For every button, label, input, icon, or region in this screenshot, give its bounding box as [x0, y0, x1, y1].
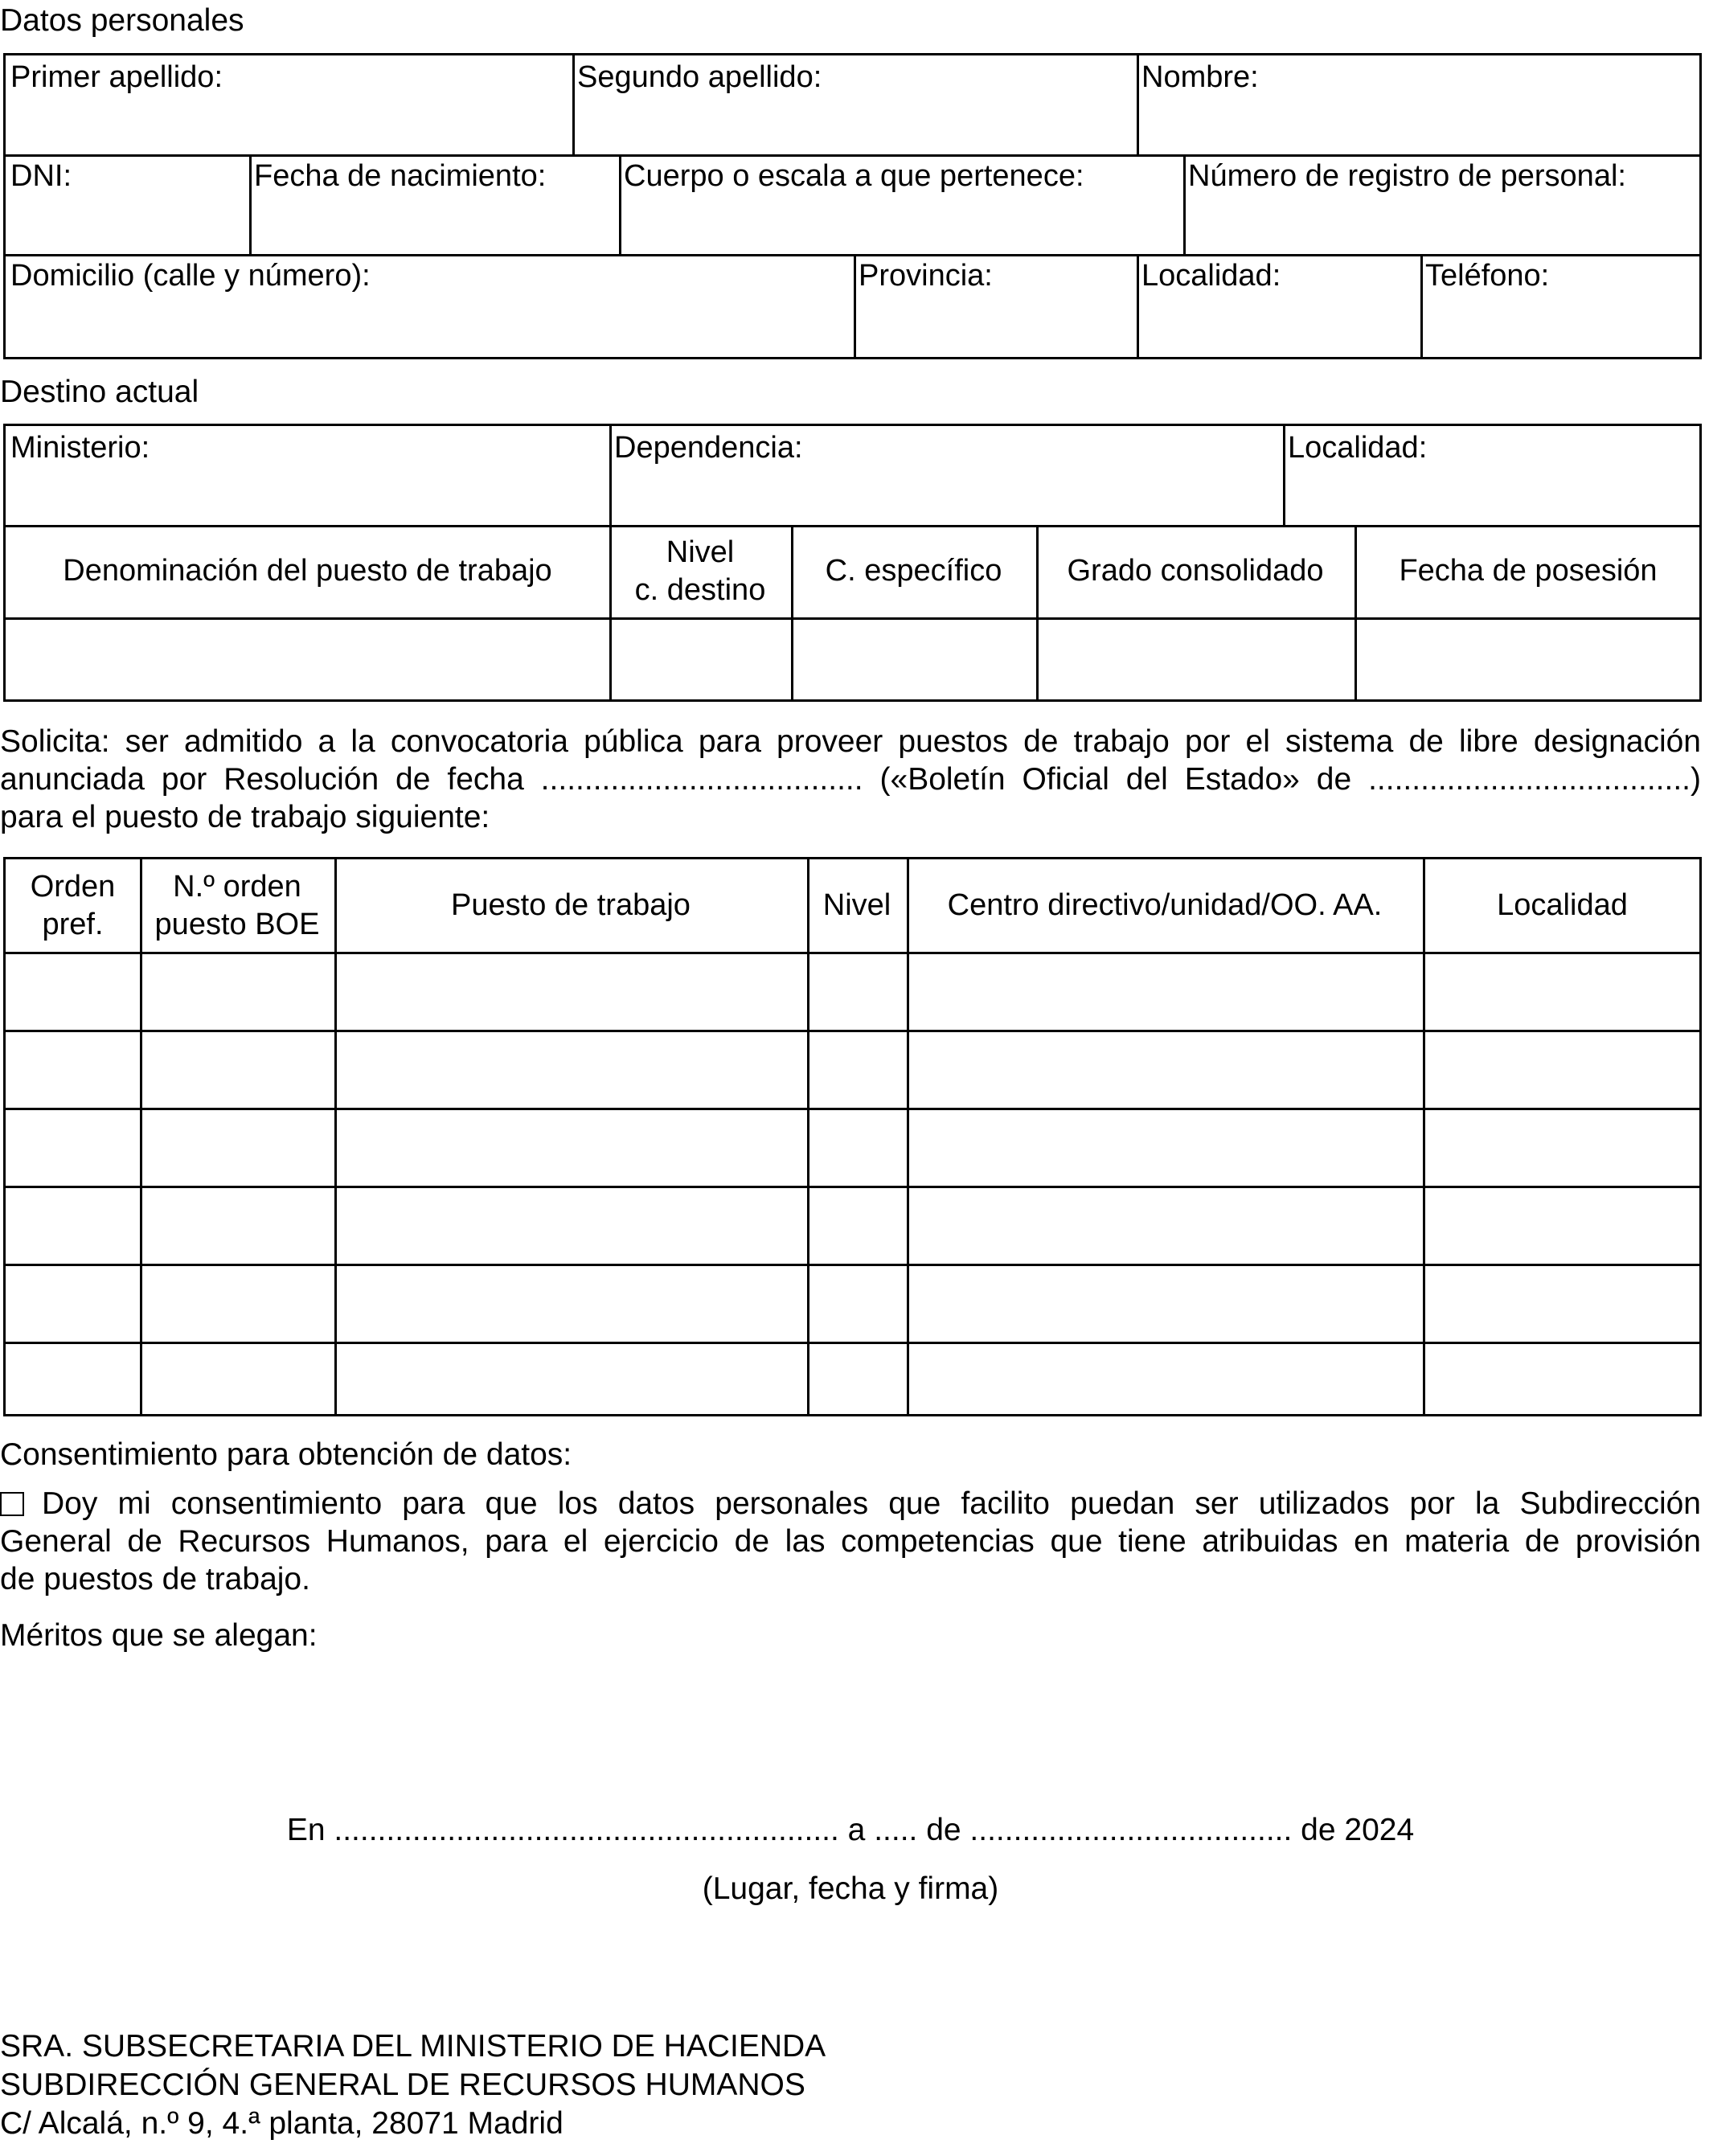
address-line-3: C/ Alcalá, n.º 9, 4.ª planta, 28071 Madrid	[0, 2106, 564, 2141]
puesto-row-6-nivel-cell[interactable]	[807, 1342, 909, 1416]
puesto-row-3-orden-pref-cell[interactable]	[6, 1108, 142, 1188]
puesto-row-1-orden-pref-cell[interactable]	[6, 952, 142, 1032]
solicita-line-3: para el puesto de trabajo siguiente:	[0, 800, 490, 834]
puestos-table	[3, 857, 1702, 1416]
header-fecha-posesion-text: Fecha de posesión	[1399, 554, 1658, 588]
puesto-row-6-puesto-trabajo-cell[interactable]	[334, 1342, 809, 1416]
cuerpo-escala-field[interactable]	[619, 154, 1186, 256]
address-line-1: SRA. SUBSECRETARIA DEL MINISTERIO DE HACIENDA	[0, 2029, 826, 2064]
solicita-line-1: Solicita: ser admitido a la convocatoria pública para proveer puestos de trabajo por el sistema de libre designación	[0, 724, 1701, 759]
nombre-field[interactable]	[1137, 55, 1702, 157]
puesto-row-1-localidad-cell[interactable]	[1423, 952, 1702, 1032]
primer-apellido-field[interactable]	[6, 55, 575, 157]
provincia-label: Provincia:	[859, 259, 993, 293]
puesto-row-6-centro-directivo-cell[interactable]	[907, 1342, 1425, 1416]
col-puesto-text: Puesto de trabajo	[451, 888, 691, 923]
puesto-row-3-centro-directivo-cell[interactable]	[907, 1108, 1425, 1188]
col-puesto-trabajo	[334, 859, 809, 954]
header-nivel-destino	[609, 525, 793, 620]
header-grado	[1036, 525, 1357, 620]
puesto-row-3-nivel-cell[interactable]	[807, 1108, 909, 1188]
consent-line-2: General de Recursos Humanos, para el ejercicio de las competencias que tiene atribuidas en materia de provisión	[0, 1524, 1701, 1559]
consent-line-1-text: Doy mi consentimiento para que los datos personales que facilito puedan ser utilizados por la Subdirección	[42, 1486, 1701, 1521]
header-fecha-posesion	[1354, 525, 1702, 620]
personal-section-title: Datos personales	[0, 3, 244, 38]
header-especifico	[791, 525, 1039, 620]
puesto-row-5-orden-pref-cell[interactable]	[6, 1264, 142, 1344]
meritos-title: Méritos que se alegan:	[0, 1618, 318, 1653]
segundo-apellido-field[interactable]	[572, 55, 1139, 157]
header-nivel-line2: c. destino	[634, 572, 766, 607]
consent-paragraph	[0, 1485, 1701, 1598]
puesto-row-5-localidad-cell[interactable]	[1423, 1264, 1702, 1344]
destino-section-title: Destino actual	[0, 375, 199, 409]
header-grado-text: Grado consolidado	[1067, 554, 1324, 588]
dependencia-label: Dependencia:	[614, 431, 803, 465]
puesto-row-3-num-orden-boe-cell[interactable]	[140, 1108, 337, 1188]
destino-localidad-field[interactable]	[1283, 426, 1702, 527]
ministerio-field[interactable]	[6, 426, 612, 527]
ministerio-label: Ministerio:	[10, 431, 150, 465]
header-nivel-line1: Nivel	[666, 535, 735, 570]
consent-line-1	[0, 1485, 1701, 1523]
nombre-label: Nombre:	[1141, 60, 1259, 94]
puesto-row-1-puesto-trabajo-cell[interactable]	[334, 952, 809, 1032]
col-num-line1: N.º orden	[173, 870, 301, 904]
consent-title: Consentimiento para obtención de datos:	[0, 1437, 572, 1472]
dni-label: DNI:	[10, 159, 72, 193]
numero-registro-label: Número de registro de personal:	[1188, 159, 1626, 193]
puesto-row-5-num-orden-boe-cell[interactable]	[140, 1264, 337, 1344]
fecha-posesion-input[interactable]	[1354, 617, 1702, 699]
col-num-orden-boe	[140, 859, 337, 954]
fecha-nacimiento-label: Fecha de nacimiento:	[254, 159, 547, 193]
puesto-row-4-nivel-cell[interactable]	[807, 1186, 909, 1266]
puesto-row-6-orden-pref-cell[interactable]	[6, 1342, 142, 1416]
puesto-row-2-orden-pref-cell[interactable]	[6, 1030, 142, 1110]
col-num-line2: puesto BOE	[154, 907, 320, 941]
puesto-row-5-nivel-cell[interactable]	[807, 1264, 909, 1344]
col-nivel-text: Nivel	[822, 888, 891, 923]
solicita-line-2: anunciada por Resolución de fecha ..................................... («Boletín Oficial del Estado» de .....................................)	[0, 762, 1701, 797]
consent-line-3: de puestos de trabajo.	[0, 1562, 310, 1597]
signature-caption: (Lugar, fecha y firma)	[702, 1871, 999, 1906]
telefono-field[interactable]	[1420, 254, 1702, 357]
col-orden-line1: Orden	[30, 870, 116, 904]
puesto-row-3-puesto-trabajo-cell[interactable]	[334, 1108, 809, 1188]
segundo-apellido-label: Segundo apellido:	[577, 60, 822, 94]
col-centro-directivo	[907, 859, 1425, 954]
denominacion-input[interactable]	[6, 617, 612, 699]
puesto-row-2-localidad-cell[interactable]	[1423, 1030, 1702, 1110]
localidad-label: Localidad:	[1141, 259, 1281, 293]
header-denominacion	[6, 525, 612, 620]
col-localidad	[1423, 859, 1702, 954]
grado-input[interactable]	[1036, 617, 1357, 699]
header-denominacion-text: Denominación del puesto de trabajo	[63, 554, 552, 588]
cuerpo-escala-label: Cuerpo o escala a que pertenece:	[624, 159, 1084, 193]
provincia-field[interactable]	[854, 254, 1139, 357]
puesto-row-5-centro-directivo-cell[interactable]	[907, 1264, 1425, 1344]
puesto-row-1-centro-directivo-cell[interactable]	[907, 952, 1425, 1032]
puesto-row-2-nivel-cell[interactable]	[807, 1030, 909, 1110]
place-date-line: En .......................................................... a ..... de ..................................... de 2024	[286, 1813, 1415, 1847]
localidad-field[interactable]	[1137, 254, 1423, 357]
puesto-row-6-localidad-cell[interactable]	[1423, 1342, 1702, 1416]
puesto-row-4-orden-pref-cell[interactable]	[6, 1186, 142, 1266]
dni-field[interactable]	[6, 154, 252, 256]
col-nivel	[807, 859, 909, 954]
puesto-row-4-localidad-cell[interactable]	[1423, 1186, 1702, 1266]
puesto-row-4-num-orden-boe-cell[interactable]	[140, 1186, 337, 1266]
puesto-row-6-num-orden-boe-cell[interactable]	[140, 1342, 337, 1416]
col-localidad-text: Localidad	[1497, 888, 1628, 923]
puesto-row-5-puesto-trabajo-cell[interactable]	[334, 1264, 809, 1344]
nivel-destino-input[interactable]	[609, 617, 793, 699]
puesto-row-2-puesto-trabajo-cell[interactable]	[334, 1030, 809, 1110]
col-orden-line2: pref.	[42, 907, 104, 941]
puesto-row-4-puesto-trabajo-cell[interactable]	[334, 1186, 809, 1266]
puesto-row-3-localidad-cell[interactable]	[1423, 1108, 1702, 1188]
puesto-row-2-centro-directivo-cell[interactable]	[907, 1030, 1425, 1110]
solicita-paragraph	[0, 723, 1701, 836]
dependencia-field[interactable]	[609, 426, 1285, 527]
puesto-row-2-num-orden-boe-cell[interactable]	[140, 1030, 337, 1110]
personal-data-grid	[3, 53, 1702, 359]
domicilio-field[interactable]	[6, 254, 856, 357]
puesto-row-4-centro-directivo-cell[interactable]	[907, 1186, 1425, 1266]
telefono-label: Teléfono:	[1425, 259, 1550, 293]
puesto-row-1-num-orden-boe-cell[interactable]	[140, 952, 337, 1032]
fecha-nacimiento-field[interactable]	[249, 154, 621, 256]
numero-registro-field[interactable]	[1183, 154, 1702, 256]
especifico-input[interactable]	[791, 617, 1039, 699]
col-orden-pref	[6, 859, 142, 954]
col-centro-text: Centro directivo/unidad/OO. AA.	[947, 888, 1383, 923]
destino-localidad-label: Localidad:	[1288, 431, 1428, 465]
destino-grid	[3, 424, 1702, 702]
recipient-address	[0, 2027, 826, 2143]
primer-apellido-label: Primer apellido:	[10, 60, 223, 94]
address-line-2: SUBDIRECCIÓN GENERAL DE RECURSOS HUMANOS	[0, 2068, 805, 2102]
puesto-row-1-nivel-cell[interactable]	[807, 952, 909, 1032]
domicilio-label: Domicilio (calle y número):	[10, 259, 371, 293]
consent-checkbox[interactable]	[0, 1492, 24, 1516]
header-especifico-text: C. específico	[825, 554, 1002, 588]
